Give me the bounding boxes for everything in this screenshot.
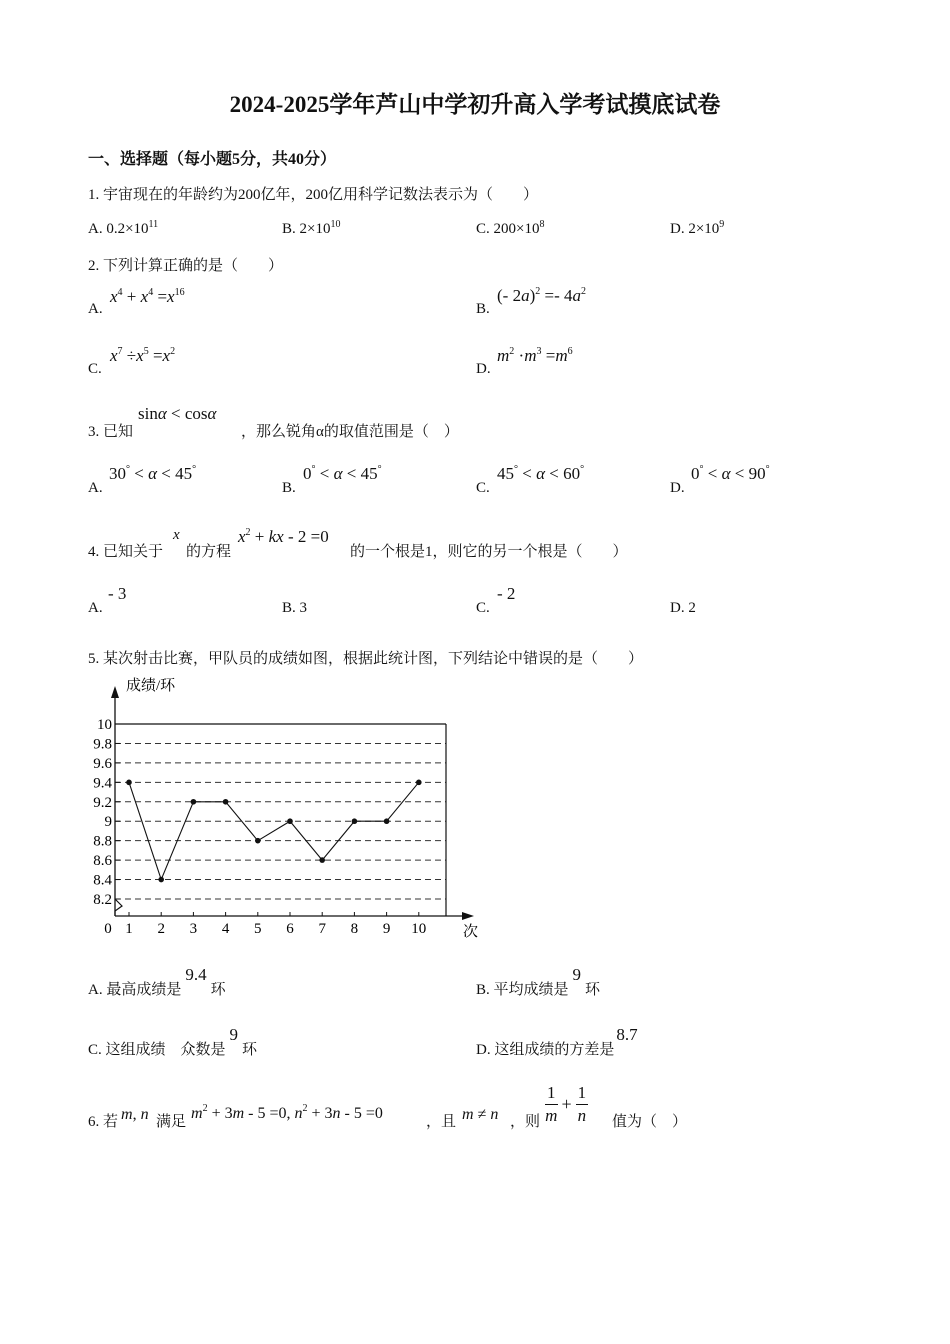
chart-y-arrow: [111, 686, 119, 698]
chart-data-point: [191, 799, 197, 805]
q2-option-d-formula: $m^2 \cdot m^3 =m^6$: [497, 346, 573, 365]
chart-x-arrow: [462, 912, 474, 920]
q6-inequality: m ≠ n: [462, 1106, 499, 1123]
q3-stem-suffix: ，那么锐角α的取值范围是（ ）: [241, 424, 459, 440]
chart-data-point: [158, 877, 164, 883]
q1-stem: 1. 宇宙现在的年龄约为200亿年，200亿用科学记数法表示为（ ）: [88, 187, 539, 203]
q5-stem: 5. 某次射击比赛，甲队员的成绩如图，根据此统计图，下列结论中错误的是（ ）: [88, 651, 644, 667]
q2-option-c-label[interactable]: C.: [88, 361, 102, 377]
chart-ytick-label: 8.6: [93, 853, 112, 870]
q3-option-d-label[interactable]: D.: [670, 480, 685, 496]
chart-ytick-label: 9.2: [93, 794, 112, 811]
q4-option-b[interactable]: B. 3: [282, 600, 308, 616]
chart-xtick-label: 4: [221, 921, 230, 937]
chart-ylabel: 成绩/环: [126, 678, 176, 694]
q4-equation-formula: $x^2$ + kx - 2 =0: [238, 527, 329, 546]
q4-stem-suffix: 的一个根是1，则它的另一个根是（ ）: [350, 544, 628, 560]
q6-stem-then: ，则: [510, 1114, 541, 1130]
q1-option-b[interactable]: B. $2\times 10^{10}$: [282, 219, 341, 237]
q5-option-a[interactable]: A. 最高成绩是9.4环: [88, 965, 226, 998]
chart-ytick-label: 8.2: [93, 892, 112, 908]
q6-condition-formula: $m^2 + 3m - 5 =0$, $n^2 + 3n - 5 =0$: [191, 1103, 383, 1122]
chart-xtick-label: 9: [382, 921, 391, 937]
q2-stem: 2. 下列计算正确的是（ ）: [88, 258, 284, 274]
chart-xlabel: 次: [463, 924, 479, 940]
q3-option-a-formula: 30° < α < 45°: [109, 464, 197, 483]
chart-xtick-label: 0: [104, 921, 112, 937]
chart-xtick-label: 10: [411, 921, 427, 937]
q2-option-a-label[interactable]: A.: [88, 301, 103, 317]
chart-xtick-label: 2: [157, 921, 165, 937]
chart-ytick-label: 10: [97, 717, 112, 733]
q6-stem-and: ，且: [426, 1114, 457, 1130]
chart-ytick-label: 9.6: [93, 755, 112, 772]
chart-xtick-label: 5: [254, 921, 262, 937]
chart-xtick-label: 1: [125, 921, 133, 937]
chart-ytick-label: 8.8: [93, 833, 112, 850]
chart-axis-break: [115, 899, 122, 916]
chart-xtick-label: 3: [189, 921, 198, 937]
chart-data-point: [352, 818, 358, 824]
score-line-chart: [80, 670, 500, 950]
q5-option-d[interactable]: D. 这组成绩的方差是8.7: [476, 1025, 638, 1058]
q2-option-a-formula: $x^4 + x^4 =x^{16}$: [110, 287, 185, 306]
chart-data-point: [319, 857, 325, 863]
chart-xtick-label: 8: [350, 921, 359, 937]
q6-stem-prefix: 6. 若: [88, 1114, 119, 1130]
q4-option-d[interactable]: D. 2: [670, 600, 696, 616]
q2-option-b-formula: (- $2a)^2 =- 4a^2$: [497, 286, 586, 305]
chart-data-point: [287, 818, 293, 824]
chart-ytick-label: 8.4: [93, 872, 112, 889]
q3-option-a-label[interactable]: A.: [88, 480, 103, 496]
q6-expression: $\frac{1}{m}$ + $\frac{1}{n}$: [545, 1083, 587, 1125]
q3-option-c-formula: 45° < α < 60°: [497, 464, 585, 483]
chart-xtick-label: 7: [318, 921, 326, 937]
q4-stem-mid: 的方程: [186, 544, 232, 560]
q4-variable-x: x: [173, 527, 180, 543]
q1-option-d[interactable]: D. $2\times 10^9$: [670, 219, 725, 237]
q4-option-c-label[interactable]: C.: [476, 600, 490, 616]
q4-option-a-value: - 3: [108, 584, 127, 603]
q6-variables: m, n: [121, 1106, 149, 1123]
chart-xtick-label: 6: [286, 921, 294, 937]
chart-data-point: [255, 838, 261, 844]
chart-data-point: [384, 818, 390, 824]
q4-option-c-value: - 2: [497, 584, 516, 603]
q6-stem-mid: 满足: [156, 1114, 187, 1130]
chart-ytick-label: 9.4: [93, 775, 112, 792]
q4-stem-prefix: 4. 已知关于: [88, 544, 164, 560]
section-heading: 一、选择题（每小题5分，共40分）: [88, 151, 337, 168]
chart-series-line: [129, 782, 419, 879]
q3-condition-formula: sinα < cosα: [138, 404, 217, 423]
chart-data-point: [416, 780, 422, 786]
q2-option-c-formula: $x^7 \div x^5 =x^2$: [110, 346, 176, 365]
chart-ytick-label: 9.8: [93, 736, 112, 753]
q1-option-c[interactable]: C. $200\times 10^8$: [476, 219, 545, 237]
q5-option-c[interactable]: C. 这组成绩 众数是9环: [88, 1025, 258, 1058]
q3-option-b-formula: 0° < α < 45°: [303, 464, 382, 483]
q1-option-a[interactable]: A. $0.2\times 10^{11}$: [88, 219, 159, 237]
q6-stem-suffix: 值为（ ）: [612, 1114, 688, 1130]
q3-option-b-label[interactable]: B.: [282, 480, 296, 496]
q2-option-d-label[interactable]: D.: [476, 361, 491, 377]
q3-option-d-formula: 0° < α < 90°: [691, 464, 770, 483]
chart-ytick-label: 9: [104, 814, 112, 831]
q3-option-c-label[interactable]: C.: [476, 480, 490, 496]
q3-stem-prefix: 3. 已知: [88, 424, 134, 440]
chart-data-point: [223, 799, 229, 805]
page-title: 2024-2025学年芦山中学初升高入学考试摸底试卷: [229, 92, 721, 117]
q5-option-b[interactable]: B. 平均成绩是9环: [476, 965, 601, 998]
chart-data-point: [126, 780, 132, 786]
q2-option-b-label[interactable]: B.: [476, 301, 490, 317]
q4-option-a-label[interactable]: A.: [88, 600, 103, 616]
